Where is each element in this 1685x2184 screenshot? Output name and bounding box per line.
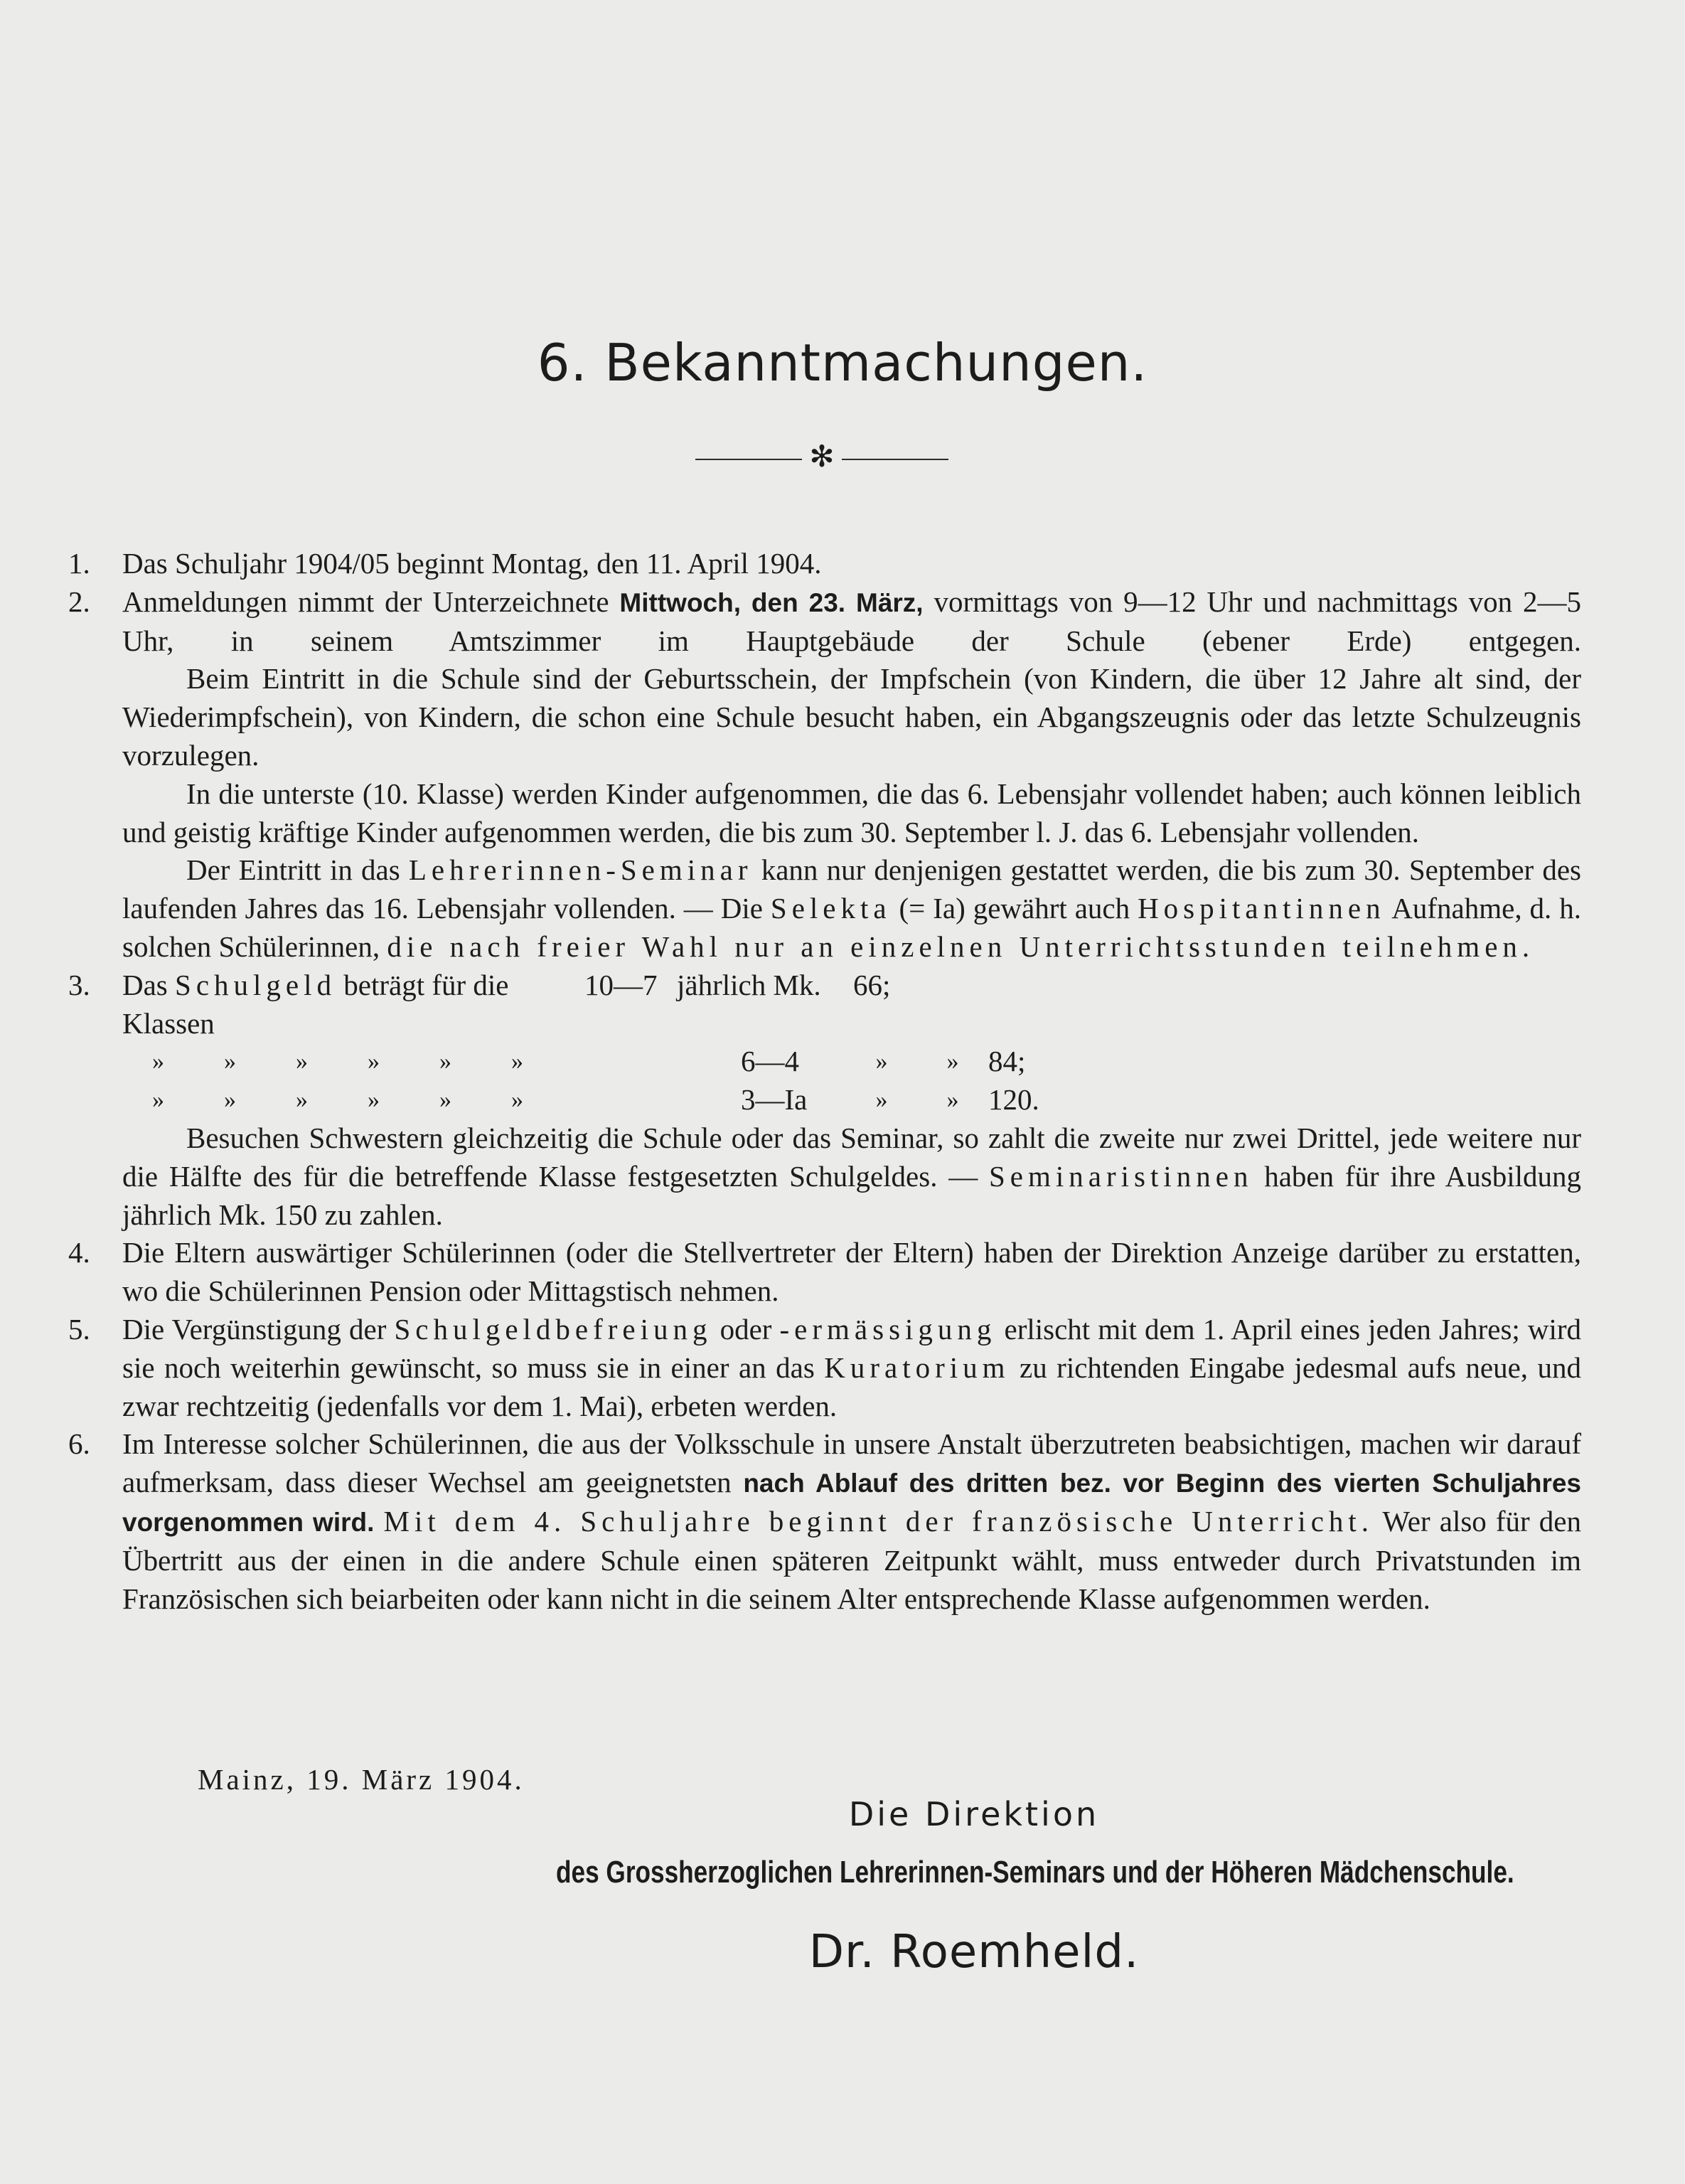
- signature-name: Dr. Roemheld.: [808, 1926, 1140, 1978]
- spaced-term: Kuratorium: [824, 1351, 1010, 1384]
- item-number: 1.: [68, 547, 90, 580]
- list-item: [68, 1311, 1581, 1425]
- paragraph: [122, 1119, 1581, 1234]
- spaced-term: Selekta: [770, 892, 892, 925]
- spaced-term: Seminaristinnen: [988, 1159, 1253, 1193]
- fee-range: 6—4: [741, 1045, 799, 1078]
- ditto-marks: [846, 1081, 988, 1119]
- list-item: [68, 583, 1581, 966]
- fee-range: 3—Ia: [741, 1083, 808, 1117]
- ditto-mark: »: [296, 1048, 308, 1075]
- item-text: [122, 583, 1581, 661]
- ditto-mark: »: [439, 1048, 451, 1075]
- item-number: 5.: [68, 1312, 90, 1346]
- spaced-term: Lehrerinnen-Seminar: [408, 853, 753, 887]
- text-span: Aufnahme, d. h. solchen Schülerinnen,: [122, 892, 1581, 963]
- ditto-mark: »: [368, 1048, 380, 1075]
- fee-label: [122, 966, 584, 1043]
- ditto-mark: »: [439, 1087, 451, 1114]
- spaced-term: Mit dem 4. Schuljahre beginnt der französische Unterricht.: [383, 1504, 1374, 1538]
- text-span: Wer also für den Übertritt aus der einen in die andere Schule einen späteren Zeitpunkt wählt, muss entweder durch Privatstunden im Französischen sich beiarbeiten oder kann nicht in die seinem Alter entsprechende Klasse aufgenommen werden.: [122, 1504, 1581, 1615]
- fee-range: 10—7: [584, 968, 658, 1001]
- list-item: [68, 1234, 1581, 1311]
- fee-row: [122, 1081, 1581, 1119]
- paragraph: [122, 851, 1581, 966]
- place-date: Mainz, 19. März 1904.: [198, 1763, 525, 1796]
- text-span: zu richtenden Eingabe jedesmal aufs neue, und zwar rechtzeitig (jedenfalls vor dem 1. Mai), erbeten werden.: [122, 1351, 1582, 1422]
- spaced-term: die nach freier Wahl nur an einzelnen Unterrichtsstunden teilnehmen.: [387, 929, 1535, 963]
- divider-line-right: [842, 459, 948, 460]
- text-span: beträgt für die Klassen: [122, 968, 509, 1040]
- list-item: [68, 545, 1581, 583]
- ditto-mark: »: [511, 1048, 523, 1075]
- spaced-term: -ermässigung: [779, 1312, 997, 1346]
- item-number: 6.: [68, 1427, 90, 1461]
- emphasis-text: nach Ablauf des dritten bez. vor Beginn des vierten Schuljahres vorgenommen wird.: [122, 1469, 1581, 1537]
- item-text: [122, 1425, 1581, 1618]
- list-item: [68, 1425, 1581, 1618]
- ditto-mark: »: [946, 1087, 959, 1114]
- text-span: (= Ia) gewährt auch: [899, 892, 1130, 925]
- item-text: [122, 1311, 1581, 1425]
- fee-amount: 120.: [988, 1083, 1039, 1117]
- item-number: 3.: [68, 968, 90, 1001]
- divider-ornament: [695, 439, 948, 474]
- item-text: Die Eltern auswärtiger Schülerinnen (oder die Stellvertreter der Eltern) haben der Direktion Anzeige darüber zu erstatten, wo die Schülerinnen Pension oder Mittagstisch nehmen.: [122, 1236, 1581, 1308]
- spaced-term: Schulgeld: [175, 968, 336, 1001]
- spaced-term: Hospitantinnen: [1138, 892, 1386, 925]
- text-span: Anmeldungen nimmt der Unterzeichnete: [122, 585, 609, 618]
- spaced-term: Schulgeldbefreiung: [394, 1312, 712, 1346]
- fee-text: jährlich Mk.: [677, 968, 821, 1001]
- ditto-marks: [122, 1081, 741, 1119]
- paragraph: Beim Eintritt in die Schule sind der Geburtsschein, der Impfschein (von Kindern, die über 12 Jahre alt sind, der Wiederimpfschein), von Kindern, die schon eine Schule besucht haben, ein Abgangszeugnis oder das letzte Schulzeugnis vorzulegen.: [122, 662, 1581, 772]
- item-text: Das Schuljahr 1904/05 beginnt Montag, den 11. April 1904.: [122, 547, 822, 580]
- fee-amount: 66;: [853, 968, 891, 1001]
- ditto-mark: »: [875, 1087, 888, 1114]
- text-span: oder: [720, 1312, 772, 1346]
- fee-row: [122, 966, 1581, 1043]
- item-number: 4.: [68, 1236, 90, 1269]
- section-heading: 6. Bekanntmachungen.: [537, 333, 1148, 393]
- ditto-mark: »: [946, 1048, 959, 1075]
- fee-amount: 84;: [988, 1045, 1026, 1078]
- ditto-mark: »: [152, 1087, 164, 1114]
- ditto-mark: »: [224, 1048, 236, 1075]
- text-span: Die Vergünstigung der: [122, 1312, 387, 1346]
- text-span: erlischt mit dem 1. April eines jeden Jahres; wird sie noch weiterhin gewünscht, so muss sie in einer an das: [122, 1312, 1582, 1384]
- ditto-mark: »: [511, 1087, 523, 1114]
- signature-institution: des Grossherzoglichen Lehrerinnen-Seminars und der Höheren Mädchenschule.: [556, 1855, 1514, 1890]
- ditto-mark: »: [368, 1087, 380, 1114]
- text-span: Im Interesse solcher Schülerinnen, die aus der Volksschule in unsere Anstalt überzutreten beabsichtigen, machen wir darauf aufmerksam, dass dieser Wechsel am geeignetsten: [122, 1427, 1581, 1499]
- item-number: 2.: [68, 585, 90, 618]
- signature-title: Die Direktion: [848, 1795, 1100, 1833]
- asterism-icon: ✻: [809, 439, 835, 474]
- text-span: Das: [122, 968, 168, 1001]
- ditto-mark: »: [875, 1048, 888, 1075]
- text-span: vormittags von 9—12 Uhr und nachmittags von 2—5 Uhr, in seinem Amtszimmer im Hauptgebäude der Schule (ebener Erde) entgegen.: [122, 585, 1582, 657]
- text-span: kann nur denjenigen gestattet werden, die bis zum 30. September des laufenden Jahres das 16. Lebensjahr vollenden. — Die: [122, 853, 1582, 925]
- ditto-marks: [846, 1043, 988, 1081]
- ditto-mark: »: [296, 1087, 308, 1114]
- list-item: [68, 966, 1581, 1235]
- announcement-list: [68, 545, 1581, 1618]
- paragraph: In die unterste (10. Klasse) werden Kinder aufgenommen, die das 6. Lebensjahr vollendet haben; auch können leiblich und geistig kräftige Kinder aufgenommen werden, die bis zum 30. September l. J. das 6. Lebensjahr vollenden.: [122, 777, 1581, 848]
- ditto-mark: »: [152, 1048, 164, 1075]
- text-span: haben für ihre Ausbildung jährlich Mk. 150 zu zahlen.: [122, 1159, 1582, 1231]
- fee-row: [122, 1043, 1581, 1081]
- text-span: Besuchen Schwestern gleichzeitig die Schule oder das Seminar, so zahlt die zweite nur zwei Drittel, jede weitere nur die Hälfte des für die betreffende Klasse festgesetzten Schulgeldes. —: [122, 1121, 1581, 1193]
- ditto-mark: »: [224, 1087, 236, 1114]
- emphasis-date: Mittwoch, den 23. März,: [619, 587, 924, 617]
- text-span: Der Eintritt in das: [186, 853, 400, 887]
- ditto-marks: [122, 1043, 741, 1081]
